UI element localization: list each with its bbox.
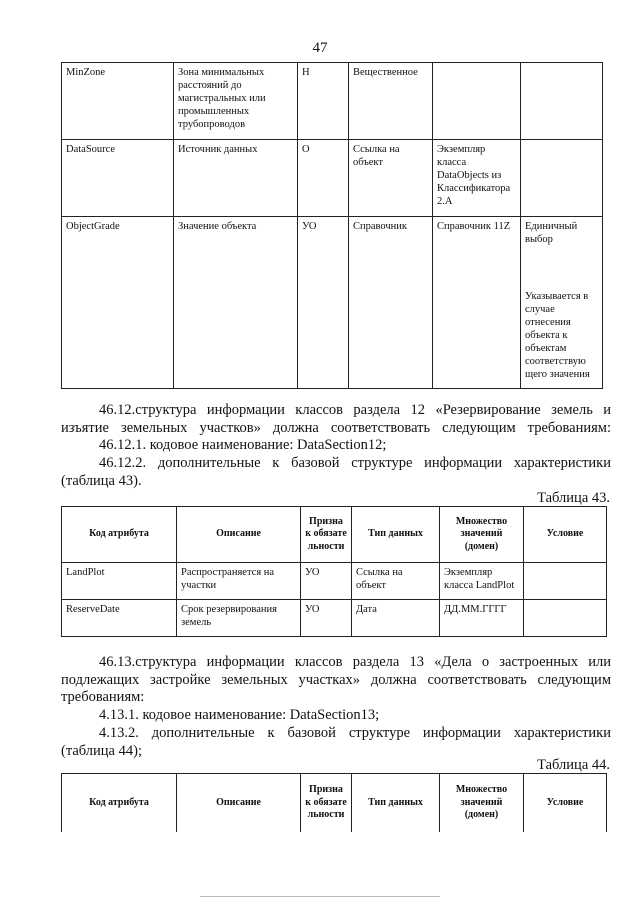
condition-text: Единичный выбор — [525, 221, 578, 245]
domain-cell — [433, 63, 521, 140]
table-row — [62, 63, 603, 140]
required-cell: УО — [301, 600, 352, 637]
header-description: Описание — [177, 507, 301, 563]
table-43 — [61, 506, 607, 637]
required-cell: О — [298, 140, 349, 217]
header-data-type: Тип данных — [352, 774, 440, 832]
table-43-caption: Таблица 43. — [537, 490, 610, 506]
table-row — [62, 140, 603, 217]
paragraph-46-13: 46.13.структура информации классов раздела 13 «Дела о застроенных или подлежащих застройке земельных участках» должна соответствовать следующим требованиям: — [61, 654, 611, 705]
header-attr-code: Код атрибута — [62, 507, 177, 563]
condition-cell — [521, 140, 603, 217]
condition-cell — [524, 600, 607, 637]
condition-note: Указывается в случае отнесения объекта к объектам соответствую щего значения — [525, 291, 590, 380]
table-row — [62, 600, 607, 637]
description-cell: Источник данных — [174, 140, 298, 217]
table-row — [62, 563, 607, 600]
header-required: Призна к обязате льности — [301, 507, 352, 563]
condition-cell — [524, 563, 607, 600]
attr-code-cell: MinZone — [62, 63, 174, 140]
paragraph-4-13-2: 4.13.2. дополнительные к базовой структуре информации характеристики (таблица 44); — [61, 725, 611, 759]
description-cell: Срок резервирования земель — [177, 600, 301, 637]
data-type-cell: Справочник — [349, 217, 433, 389]
attr-code-cell: ObjectGrade — [62, 217, 174, 389]
paragraph-46-12: 46.12.структура информации классов раздела 12 «Резервирование земель и изъятие земельных участков» должна соответствовать следующим требованиям: — [61, 402, 611, 436]
header-description: Описание — [177, 774, 301, 832]
domain-cell: Экземпляр класса LandPlot — [440, 563, 524, 600]
description-cell: Значение объекта — [174, 217, 298, 389]
table-header-row — [62, 774, 607, 832]
table-44 — [61, 773, 607, 832]
description-cell: Распространяется на участки — [177, 563, 301, 600]
attr-code-cell: DataSource — [62, 140, 174, 217]
attr-code-cell: LandPlot — [62, 563, 177, 600]
condition-cell — [521, 217, 603, 389]
data-type-cell: Дата — [352, 600, 440, 637]
data-type-cell: Ссылка на объект — [352, 563, 440, 600]
header-domain: Множество значений (домен) — [440, 774, 524, 832]
paragraph-46-12-2: 46.12.2. дополнительные к базовой структуре информации характеристики (таблица 43). — [61, 455, 611, 489]
required-cell: Н — [298, 63, 349, 140]
header-condition: Условие — [524, 774, 607, 832]
attr-code-cell: ReserveDate — [62, 600, 177, 637]
table-44-caption: Таблица 44. — [537, 757, 610, 773]
paragraph-46-12-1: 46.12.1. кодовое наименование: DataSection12; — [99, 437, 387, 453]
page-number: 47 — [312, 40, 328, 56]
header-attr-code: Код атрибута — [62, 774, 177, 832]
description-cell: Зона минимальных расстояний до магистральных или промышленных трубопроводов — [174, 63, 298, 140]
table-42-continuation — [61, 62, 603, 389]
required-cell: УО — [298, 217, 349, 389]
data-type-cell: Ссылка на объект — [349, 140, 433, 217]
header-data-type: Тип данных — [352, 507, 440, 563]
table-header-row — [62, 507, 607, 563]
domain-cell: ДД.ММ.ГГГГ — [440, 600, 524, 637]
header-domain: Множество значений (домен) — [440, 507, 524, 563]
header-condition: Условие — [524, 507, 607, 563]
required-cell: УО — [301, 563, 352, 600]
header-required: Призна к обязате льности — [301, 774, 352, 832]
table-row — [62, 217, 603, 389]
data-type-cell: Вещественное — [349, 63, 433, 140]
domain-cell: Справочник 11Z — [433, 217, 521, 389]
page-edge-line — [200, 896, 440, 897]
condition-cell — [521, 63, 603, 140]
domain-cell: Экземпляр класса DataObjects из Классификатора 2.А — [433, 140, 521, 217]
paragraph-4-13-1: 4.13.1. кодовое наименование: DataSection13; — [99, 707, 380, 723]
